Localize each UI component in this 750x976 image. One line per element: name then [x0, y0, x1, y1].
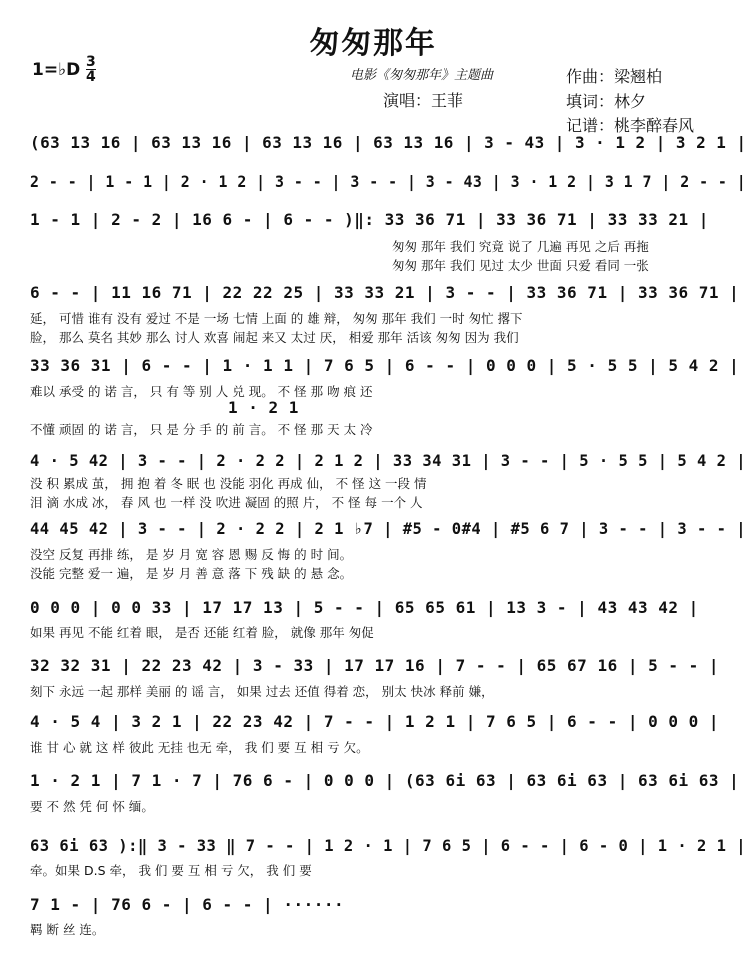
lyric-line-12: 牵。如果 D.S 牵， 我 们 要 互 相 亏 欠， 我 们 要 — [30, 863, 312, 878]
lyric-line-11: 要 不 然 凭 何 怀 缅。 — [30, 799, 154, 814]
key-signature: 1=♭D — [32, 60, 81, 80]
alt-notes-line-5: 1 · 2 1 — [228, 398, 299, 417]
lyric-line-7a: 没空 反复 再排 练， 是 岁 月 宽 容 恩 赐 反 悔 的 时 间。 — [30, 547, 353, 562]
song-title: 匆匆那年 — [309, 26, 437, 61]
lyricist-credit: 填词：林夕 — [566, 92, 647, 111]
score-line-7: 44 45 42 | 3 - - | 2 · 2 2 | 2 1 ♭7 | #5 - 0#4 | #5 6 7 | 3 - - | 3 - - | — [30, 519, 747, 538]
score-line-2: 2 - - | 1 - 1 | 2 · 1 2 | 3 - - | 3 - - | 3 - 43 | 3 · 1 2 | 3 1 7 | 2 - - | — [30, 172, 747, 191]
subtitle: 电影《匆匆那年》主题曲 — [350, 68, 494, 83]
lyric-line-13: 羁 断 丝 连。 — [30, 922, 105, 937]
score-line-13: 7 1 - | 76 6 - | 6 - - | ······ — [30, 895, 345, 914]
lyric-line-7b: 没能 完整 爱一 遍， 是 岁 月 善 意 落 下 残 缺 的 悬 念。 — [30, 566, 353, 581]
time-signature — [86, 55, 96, 84]
composer-credit: 作曲：梁翘柏 — [566, 67, 663, 86]
lyric-line-8: 如果 再见 不能 红着 眼， 是否 还能 红着 脸， 就像 那年 匆促 — [30, 625, 374, 640]
singer-credit: 演唱：王菲 — [383, 91, 464, 110]
lyric-line-10: 谁 甘 心 就 这 样 彼此 无挂 也无 牵， 我 们 要 互 相 亏 欠。 — [30, 740, 369, 755]
lyric-line-6a: 没 积 累成 茧， 拥 抱 着 冬 眠 也 没能 羽化 再成 仙， 不 怪 这 一段 情 — [30, 476, 427, 491]
lyric-line-4a: 延， 可惜 谁有 没有 爱过 不是 一场 七情 上面 的 雄 辩， 匆匆 那年 我们 一时 匆忙 撂下 — [30, 311, 523, 326]
lyric-line-4b: 脸， 那么 莫名 其妙 那么 讨人 欢喜 闹起 来又 太过 厌， 相爱 那年 活该 匆匆 因为 我们 — [30, 330, 519, 345]
score-line-6: 4 · 5 42 | 3 - - | 2 · 2 2 | 2 1 2 | 33 34 31 | 3 - - | 5 · 5 5 | 5 4 2 | — [30, 451, 747, 470]
score-line-8: 0 0 0 | 0 0 33 | 17 17 13 | 5 - - | 65 65 61 | 13 3 - | 43 43 42 | — [30, 598, 699, 617]
score-line-5: 33 36 31 | 6 - - | 1 · 1 1 | 7 6 5 | 6 - - | 0 0 0 | 5 · 5 5 | 5 4 2 | — [30, 356, 740, 375]
lyric-line-5b: 不懂 顽固 的 诺 言， 只 是 分 手 的 前 言。 不 怪 那 天 太 冷 — [30, 422, 373, 437]
score-line-10: 4 · 5 4 | 3 2 1 | 22 23 42 | 7 - - | 1 2 1 | 7 6 5 | 6 - - | 0 0 0 | — [30, 712, 720, 731]
score-line-1: (63 13 16 | 63 13 16 | 63 13 16 | 63 13 16 | 3 - 43 | 3 · 1 2 | 3 2 1 | — [30, 133, 747, 152]
score-line-3: 1 - 1 | 2 - 2 | 16 6 - | 6 - - )‖: 33 36 71 | 33 36 71 | 33 33 21 | — [30, 210, 709, 229]
score-line-9: 32 32 31 | 22 23 42 | 3 - 33 | 17 17 16 | 7 - - | 65 67 16 | 5 - - | — [30, 656, 720, 675]
meter-top: 3 — [86, 54, 96, 70]
score-line-4: 6 - - | 11 16 71 | 22 22 25 | 33 33 21 | 3 - - | 33 36 71 | 33 36 71 | — [30, 283, 740, 302]
lyric-line-3b: 匆匆 那年 我们 见过 太少 世面 只爱 看同 一张 — [392, 258, 649, 273]
transcriber-credit: 记谱：桃李醉春风 — [566, 116, 695, 135]
lyric-line-9: 刻下 永远 一起 那样 美丽 的 谣 言， 如果 过去 还值 得着 恋， 别太 快冰 释前 嫌， — [30, 684, 494, 699]
meter-bottom: 4 — [86, 69, 96, 85]
score-line-11: 1 · 2 1 | 7 1 · 7 | 76 6 - | 0 0 0 | (63 6i 63 | 63 6i 63 | 63 6i 63 | — [30, 771, 740, 790]
score-line-12: 63 6i 63 ):‖ 3 - 33 ‖ 7 - - | 1 2 · 1 | 7 6 5 | 6 - - | 6 - 0 | 1 · 2 1 | — [30, 836, 747, 855]
lyric-line-3a: 匆匆 那年 我们 究竟 说了 几遍 再见 之后 再拖 — [392, 239, 649, 254]
lyric-line-5a: 难以 承受 的 诺 言， 只 有 等 别 人 兑 现。 不 怪 那 吻 痕 还 — [30, 384, 373, 399]
lyric-line-6b: 泪 滴 水成 冰， 春 风 也 一样 没 吹进 凝固 的照 片， 不 怪 每 一个 人 — [30, 495, 423, 510]
